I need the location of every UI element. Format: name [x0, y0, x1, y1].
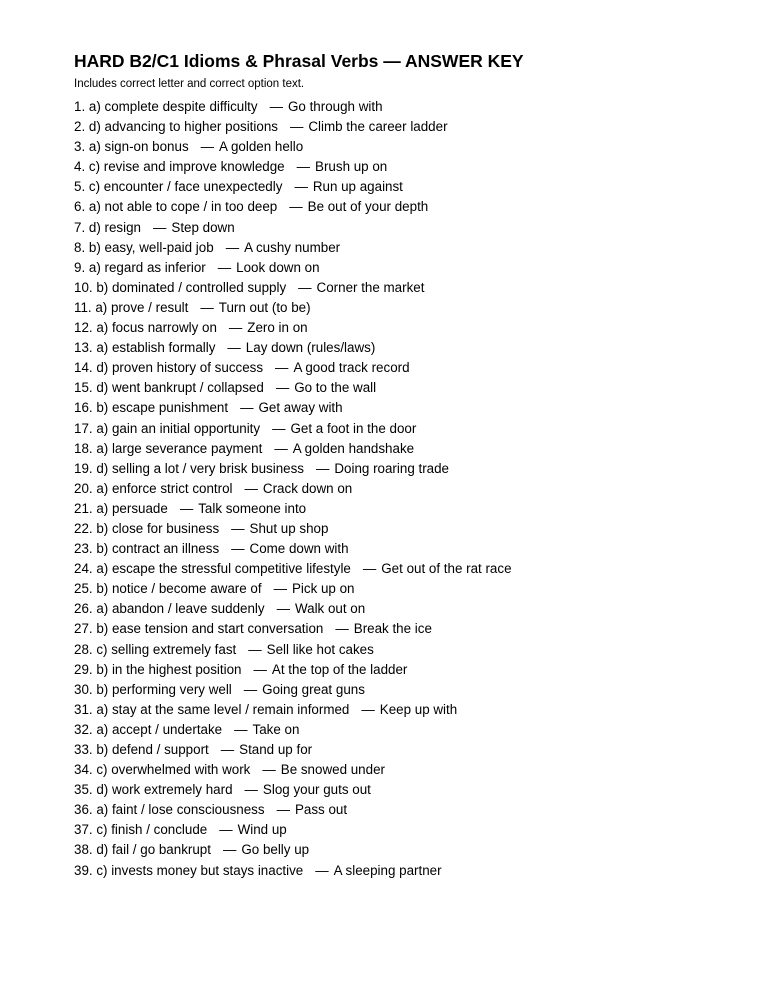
- answer-meaning: 36. a) faint / lose consciousness: [74, 802, 265, 818]
- answer-meaning: 32. a) accept / undertake: [74, 721, 223, 737]
- answer-meaning: 31. a) stay at the same level / remain informed: [74, 701, 350, 717]
- answer-meaning: 22. b) close for business: [74, 520, 220, 536]
- em-dash-separator: —: [222, 842, 237, 858]
- answer-meaning: 29. b) in the highest position: [74, 661, 242, 677]
- answer-row: [74, 479, 512, 499]
- answer-row: [74, 439, 512, 459]
- em-dash-separator: —: [248, 641, 262, 657]
- answer-row: [74, 861, 512, 881]
- answer-row: [74, 157, 512, 177]
- em-dash-separator: —: [234, 721, 248, 737]
- em-dash-separator: —: [228, 320, 243, 336]
- answer-row: [74, 338, 512, 358]
- answer-meaning: 6. a) not able to cope / in too deep: [74, 199, 278, 215]
- answer-option-text: Turn out (to be): [218, 299, 311, 315]
- em-dash-separator: —: [298, 279, 312, 295]
- answer-row: [74, 378, 512, 398]
- em-dash-separator: —: [274, 440, 288, 456]
- answer-meaning: 4. c) revise and improve knowledge: [74, 159, 285, 175]
- answer-meaning: 11. a) prove / result: [74, 299, 189, 315]
- answer-row: [74, 499, 512, 519]
- answer-row: [74, 740, 512, 760]
- em-dash-separator: —: [243, 681, 258, 697]
- answer-option-text: Keep up with: [379, 701, 458, 717]
- answer-row: [74, 700, 512, 720]
- answer-meaning: 19. d) selling a lot / very brisk business: [74, 460, 304, 476]
- answer-option-text: A golden hello: [219, 139, 304, 155]
- answer-meaning: 28. c) selling extremely fast: [74, 641, 237, 657]
- em-dash-separator: —: [253, 661, 267, 677]
- answer-option-text: Go belly up: [241, 842, 310, 858]
- em-dash-separator: —: [217, 259, 232, 275]
- answer-row: [74, 358, 512, 378]
- answer-meaning: 1. a) complete despite difficulty: [74, 99, 258, 114]
- answer-option-text: A golden handshake: [292, 440, 415, 456]
- answer-meaning: 17. a) gain an initial opportunity: [74, 420, 261, 436]
- answer-row: [74, 258, 512, 278]
- answer-row: [74, 619, 512, 639]
- answer-option-text: Look down on: [236, 259, 320, 275]
- answer-option-text: Be snowed under: [280, 762, 385, 778]
- answer-row: [74, 579, 512, 599]
- answer-meaning: 8. b) easy, well-paid job: [74, 239, 214, 255]
- em-dash-separator: —: [289, 119, 304, 135]
- answer-option-text: Slog your guts out: [262, 782, 371, 798]
- answer-meaning: 3. a) sign-on bonus: [74, 139, 189, 155]
- answer-option-text: Break the ice: [353, 621, 432, 637]
- answer-meaning: 27. b) ease tension and start conversation: [74, 621, 324, 637]
- answer-option-text: Zero in on: [247, 320, 308, 336]
- answer-meaning: 21. a) persuade: [74, 500, 168, 516]
- answer-meaning: 35. d) work extremely hard: [74, 782, 233, 798]
- answer-row: [74, 419, 512, 439]
- em-dash-separator: —: [315, 862, 329, 878]
- answer-option-text: Take on: [252, 721, 300, 737]
- answer-meaning: 34. c) overwhelmed with work: [74, 762, 251, 778]
- answer-meaning: 14. d) proven history of success: [74, 360, 264, 376]
- answer-meaning: 12. a) focus narrowly on: [74, 320, 217, 336]
- answer-row: [74, 519, 512, 539]
- answer-meaning: 25. b) notice / become aware of: [74, 581, 262, 597]
- em-dash-separator: —: [289, 199, 303, 215]
- answer-option-text: Crack down on: [262, 480, 353, 496]
- answer-row: [74, 137, 512, 157]
- answer-meaning: 5. c) encounter / face unexpectedly: [74, 179, 283, 195]
- em-dash-separator: —: [296, 159, 311, 175]
- em-dash-separator: —: [294, 179, 308, 195]
- answer-row: [74, 760, 512, 780]
- answer-option-text: Shut up shop: [249, 520, 329, 536]
- em-dash-separator: —: [231, 520, 245, 536]
- em-dash-separator: —: [273, 581, 287, 597]
- em-dash-separator: —: [244, 782, 258, 798]
- answer-option-text: Stand up for: [239, 742, 313, 757]
- em-dash-separator: —: [219, 822, 233, 838]
- em-dash-separator: —: [153, 219, 167, 235]
- answer-option-text: Going great guns: [262, 681, 365, 697]
- answer-row: [74, 660, 512, 680]
- answer-row: [74, 720, 512, 740]
- answer-row: [74, 559, 512, 579]
- answer-option-text: Go to the wall: [294, 380, 377, 396]
- answer-option-text: Doing roaring trade: [334, 460, 450, 476]
- answer-option-text: Get away with: [258, 400, 343, 416]
- answer-row: [74, 800, 512, 820]
- answer-row: [74, 640, 512, 660]
- answer-option-text: Be out of your depth: [307, 199, 429, 215]
- answer-option-text: Get a foot in the door: [290, 420, 417, 436]
- answer-option-text: Brush up on: [315, 159, 388, 175]
- em-dash-separator: —: [275, 380, 290, 396]
- em-dash-separator: —: [220, 742, 235, 757]
- em-dash-separator: —: [361, 701, 375, 717]
- answer-row: [74, 820, 512, 840]
- em-dash-separator: —: [262, 762, 276, 778]
- answer-row: [74, 539, 512, 559]
- answer-row: [74, 117, 512, 137]
- answer-meaning: 7. d) resign: [74, 219, 141, 235]
- answer-meaning: 38. d) fail / go bankrupt: [74, 842, 211, 858]
- answer-row: [74, 218, 512, 238]
- em-dash-separator: —: [335, 621, 349, 637]
- answer-option-text: Step down: [171, 219, 235, 235]
- answer-row: [74, 459, 512, 479]
- answer-meaning: 16. b) escape punishment: [74, 400, 229, 416]
- answer-row: [74, 318, 512, 338]
- em-dash-separator: —: [231, 541, 245, 557]
- answer-meaning: 23. b) contract an illness: [74, 541, 220, 557]
- em-dash-separator: —: [269, 99, 283, 114]
- answer-row: [74, 599, 512, 619]
- answer-meaning: 20. a) enforce strict control: [74, 480, 233, 496]
- answer-option-text: Climb the career ladder: [308, 119, 448, 135]
- answer-row: [74, 298, 512, 318]
- answer-option-text: Corner the market: [316, 279, 425, 295]
- page-title: HARD B2/C1 Idioms & Phrasal Verbs — ANSWER KEY: [74, 51, 524, 71]
- answer-list: [74, 97, 512, 881]
- answer-option-text: Wind up: [237, 822, 287, 838]
- answer-row: [74, 780, 512, 800]
- em-dash-separator: —: [200, 299, 214, 315]
- em-dash-separator: —: [362, 561, 377, 577]
- answer-meaning: 26. a) abandon / leave suddenly: [74, 601, 265, 617]
- em-dash-separator: —: [225, 239, 240, 255]
- answer-meaning: 15. d) went bankrupt / collapsed: [74, 380, 264, 396]
- answer-row: [74, 278, 512, 298]
- answer-option-text: Talk someone into: [198, 500, 307, 516]
- em-dash-separator: —: [244, 480, 258, 496]
- answer-option-text: A cushy number: [244, 239, 341, 255]
- answer-row: [74, 197, 512, 217]
- answer-meaning: 13. a) establish formally: [74, 340, 216, 356]
- page-subtitle: Includes correct letter and correct option text.: [74, 78, 305, 90]
- answer-meaning: 33. b) defend / support: [74, 742, 209, 757]
- em-dash-separator: —: [179, 500, 194, 516]
- answer-option-text: Pick up on: [291, 581, 355, 597]
- answer-meaning: 24. a) escape the stressful competitive lifestyle: [74, 561, 351, 577]
- em-dash-separator: —: [275, 360, 289, 376]
- answer-meaning: 30. b) performing very well: [74, 681, 232, 697]
- answer-row: [74, 840, 512, 860]
- answer-option-text: Lay down (rules/laws): [245, 340, 376, 356]
- answer-option-text: Walk out on: [294, 601, 366, 617]
- em-dash-separator: —: [200, 139, 215, 155]
- em-dash-separator: —: [272, 420, 286, 436]
- answer-meaning: 2. d) advancing to higher positions: [74, 119, 278, 135]
- answer-option-text: Go through with: [288, 99, 383, 114]
- answer-option-text: A good track record: [293, 360, 410, 376]
- answer-option-text: Pass out: [294, 802, 348, 818]
- answer-option-text: Run up against: [312, 179, 403, 195]
- answer-meaning: 9. a) regard as inferior: [74, 259, 206, 275]
- em-dash-separator: —: [240, 400, 254, 416]
- answer-meaning: 37. c) finish / conclude: [74, 822, 208, 838]
- answer-option-text: Get out of the rat race: [381, 561, 512, 577]
- em-dash-separator: —: [315, 460, 330, 476]
- answer-option-text: A sleeping partner: [333, 862, 442, 878]
- answer-row: [74, 398, 512, 418]
- answer-option-text: Sell like hot cakes: [266, 641, 374, 657]
- answer-row: [74, 680, 512, 700]
- answer-row: [74, 238, 512, 258]
- answer-meaning: 39. c) invests money but stays inactive: [74, 862, 304, 878]
- answer-option-text: At the top of the ladder: [271, 661, 408, 677]
- em-dash-separator: —: [276, 802, 290, 818]
- answer-meaning: 10. b) dominated / controlled supply: [74, 279, 287, 295]
- em-dash-separator: —: [227, 340, 241, 356]
- answer-row: [74, 97, 512, 117]
- em-dash-separator: —: [276, 601, 290, 617]
- answer-option-text: Come down with: [249, 541, 349, 557]
- answer-row: [74, 177, 512, 197]
- answer-meaning: 18. a) large severance payment: [74, 440, 263, 456]
